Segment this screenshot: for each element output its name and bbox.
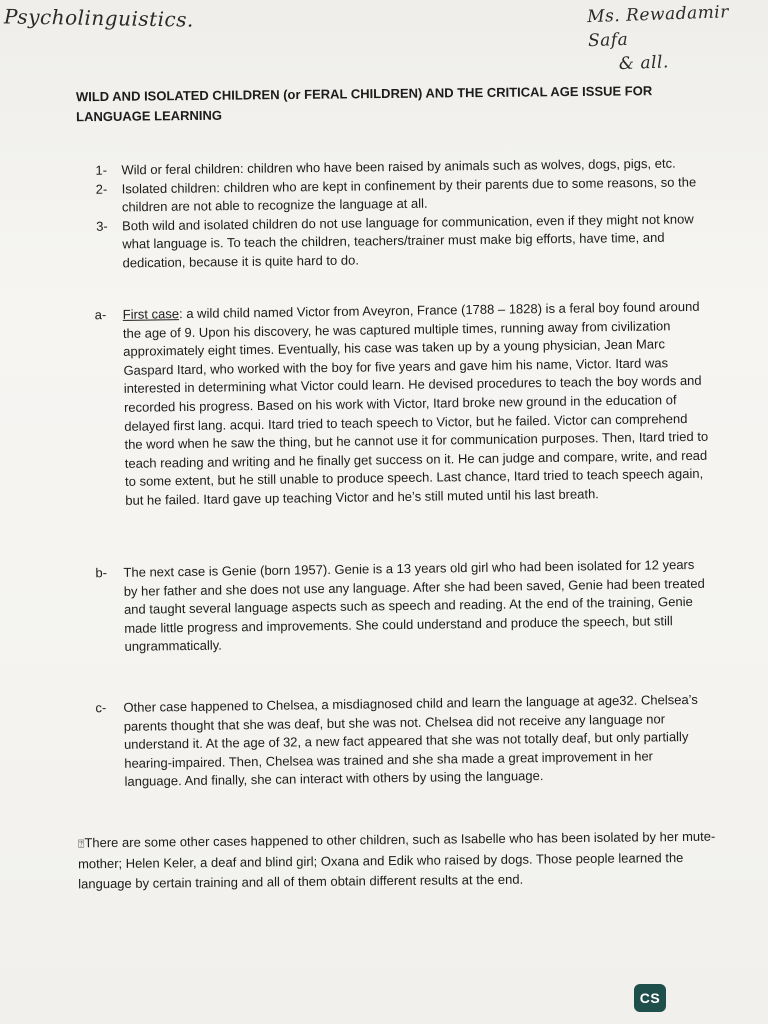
case-text: : a wild child named Victor from Aveyron, France (1788 – 1828) is a feral boy found around the age of 9. Upon his discovery, he was captured multiple times, running away from civilization approximately eight times. Eventually, his case was taken up by a young physician, Jean Marc Gaspard Itard, who worked with the boy for five years and gave him his name, Victor. Itard was interested in determining what Victor could learn. He devised procedures to teach the boy words and recorded his progress. Based on his work with Victor, Itard broke new ground in the education of delayed first lang. acqui. Itard tried to teach speech to Victor, but he failed. Victor can comprehend the word when he saw the thing, but he cannot use it for communication purposes. Then, Itard tried to teach reading and writing and he finally get success on it. He can judge and compare, write, and read to some extent, but he still unable to produce speech. Last chance, Itard tried to teach speech again, but he failed. Itard gave up teaching Victor and he’s still muted until his last breath. xyxy=(122,298,709,508)
camscanner-logo: CS xyxy=(634,984,666,1012)
case-body xyxy=(123,298,710,511)
list-item-text: Wild or feral children: children who have been raised by animals such as wolves, dogs, pigs, etc. xyxy=(121,155,676,178)
missing-glyph-icon: ⍰ xyxy=(77,838,85,851)
case-text: Other case happened to Chelsea, a misdiagnosed child and learn the language at age32. Chelsea’s parents thought that she was deaf, but she was not. Chelsea did not receive any language nor understand it. At the age of 32, a new fact appeared that she was not totally deaf, but only partially hearing-impaired. Then, Chelsea was trained and she sha made a great improvement in her language. And finally, she can interact with others by using the language. xyxy=(123,691,698,790)
closing-text: There are some other cases happened to other children, such as Isabelle who has been isolated by her mute-mother; Helen Keler, a deaf and blind girl; Oxana and Edik who raised by dogs. Those people learned the language by certain training and all of them obtain different results at the end. xyxy=(77,828,716,892)
handwritten-author-name xyxy=(587,0,768,77)
case-c-paragraph xyxy=(95,691,708,793)
case-a-paragraph xyxy=(95,298,710,511)
handwritten-author-line2: & all. xyxy=(618,52,670,75)
numbered-list xyxy=(95,154,706,272)
case-label: c- xyxy=(95,700,107,716)
document-title: WILD AND ISOLATED CHILDREN (or FERAL CHILDREN) AND THE CRITICAL AGE ISSUE FOR LANGUAGE LEARNING xyxy=(75,83,653,125)
list-item-number: 3- xyxy=(96,218,108,234)
case-label: a- xyxy=(94,307,107,323)
closing-paragraph xyxy=(78,827,719,895)
handwritten-author-line1: Ms. Rewadamir Safa xyxy=(586,2,730,52)
list-item-number: 2- xyxy=(95,181,108,197)
case-text: The next case is Genie (born 1957). Genie is a 13 years old girl who had been isolated for 12 years by her father and she does not use any language. After she had been saved, Genie had been treated and taught several language aspects such as speech and reading. At the end of the training, Genie made little progress and improvements. She could understand and produce the speech, but still ungrammatically. xyxy=(123,556,705,655)
case-label: b- xyxy=(95,565,108,581)
handwritten-course-name: Psycholinguistics. xyxy=(3,4,195,32)
list-item-text: Both wild and isolated children do not use language for communication, even if they might not know what language is. To teach the children, teachers/trainer must make big efforts, have time, and dedication, because it is quite hard to do. xyxy=(122,210,694,270)
list-item-text: Isolated children: children who are kept in confinement by their parents due to some reasons, so the children are not able to recognize the language at all. xyxy=(121,173,697,215)
list-item xyxy=(96,210,707,273)
case-b-paragraph xyxy=(95,556,708,658)
case-lead: First case xyxy=(122,306,180,322)
list-item-number: 1- xyxy=(95,162,108,178)
